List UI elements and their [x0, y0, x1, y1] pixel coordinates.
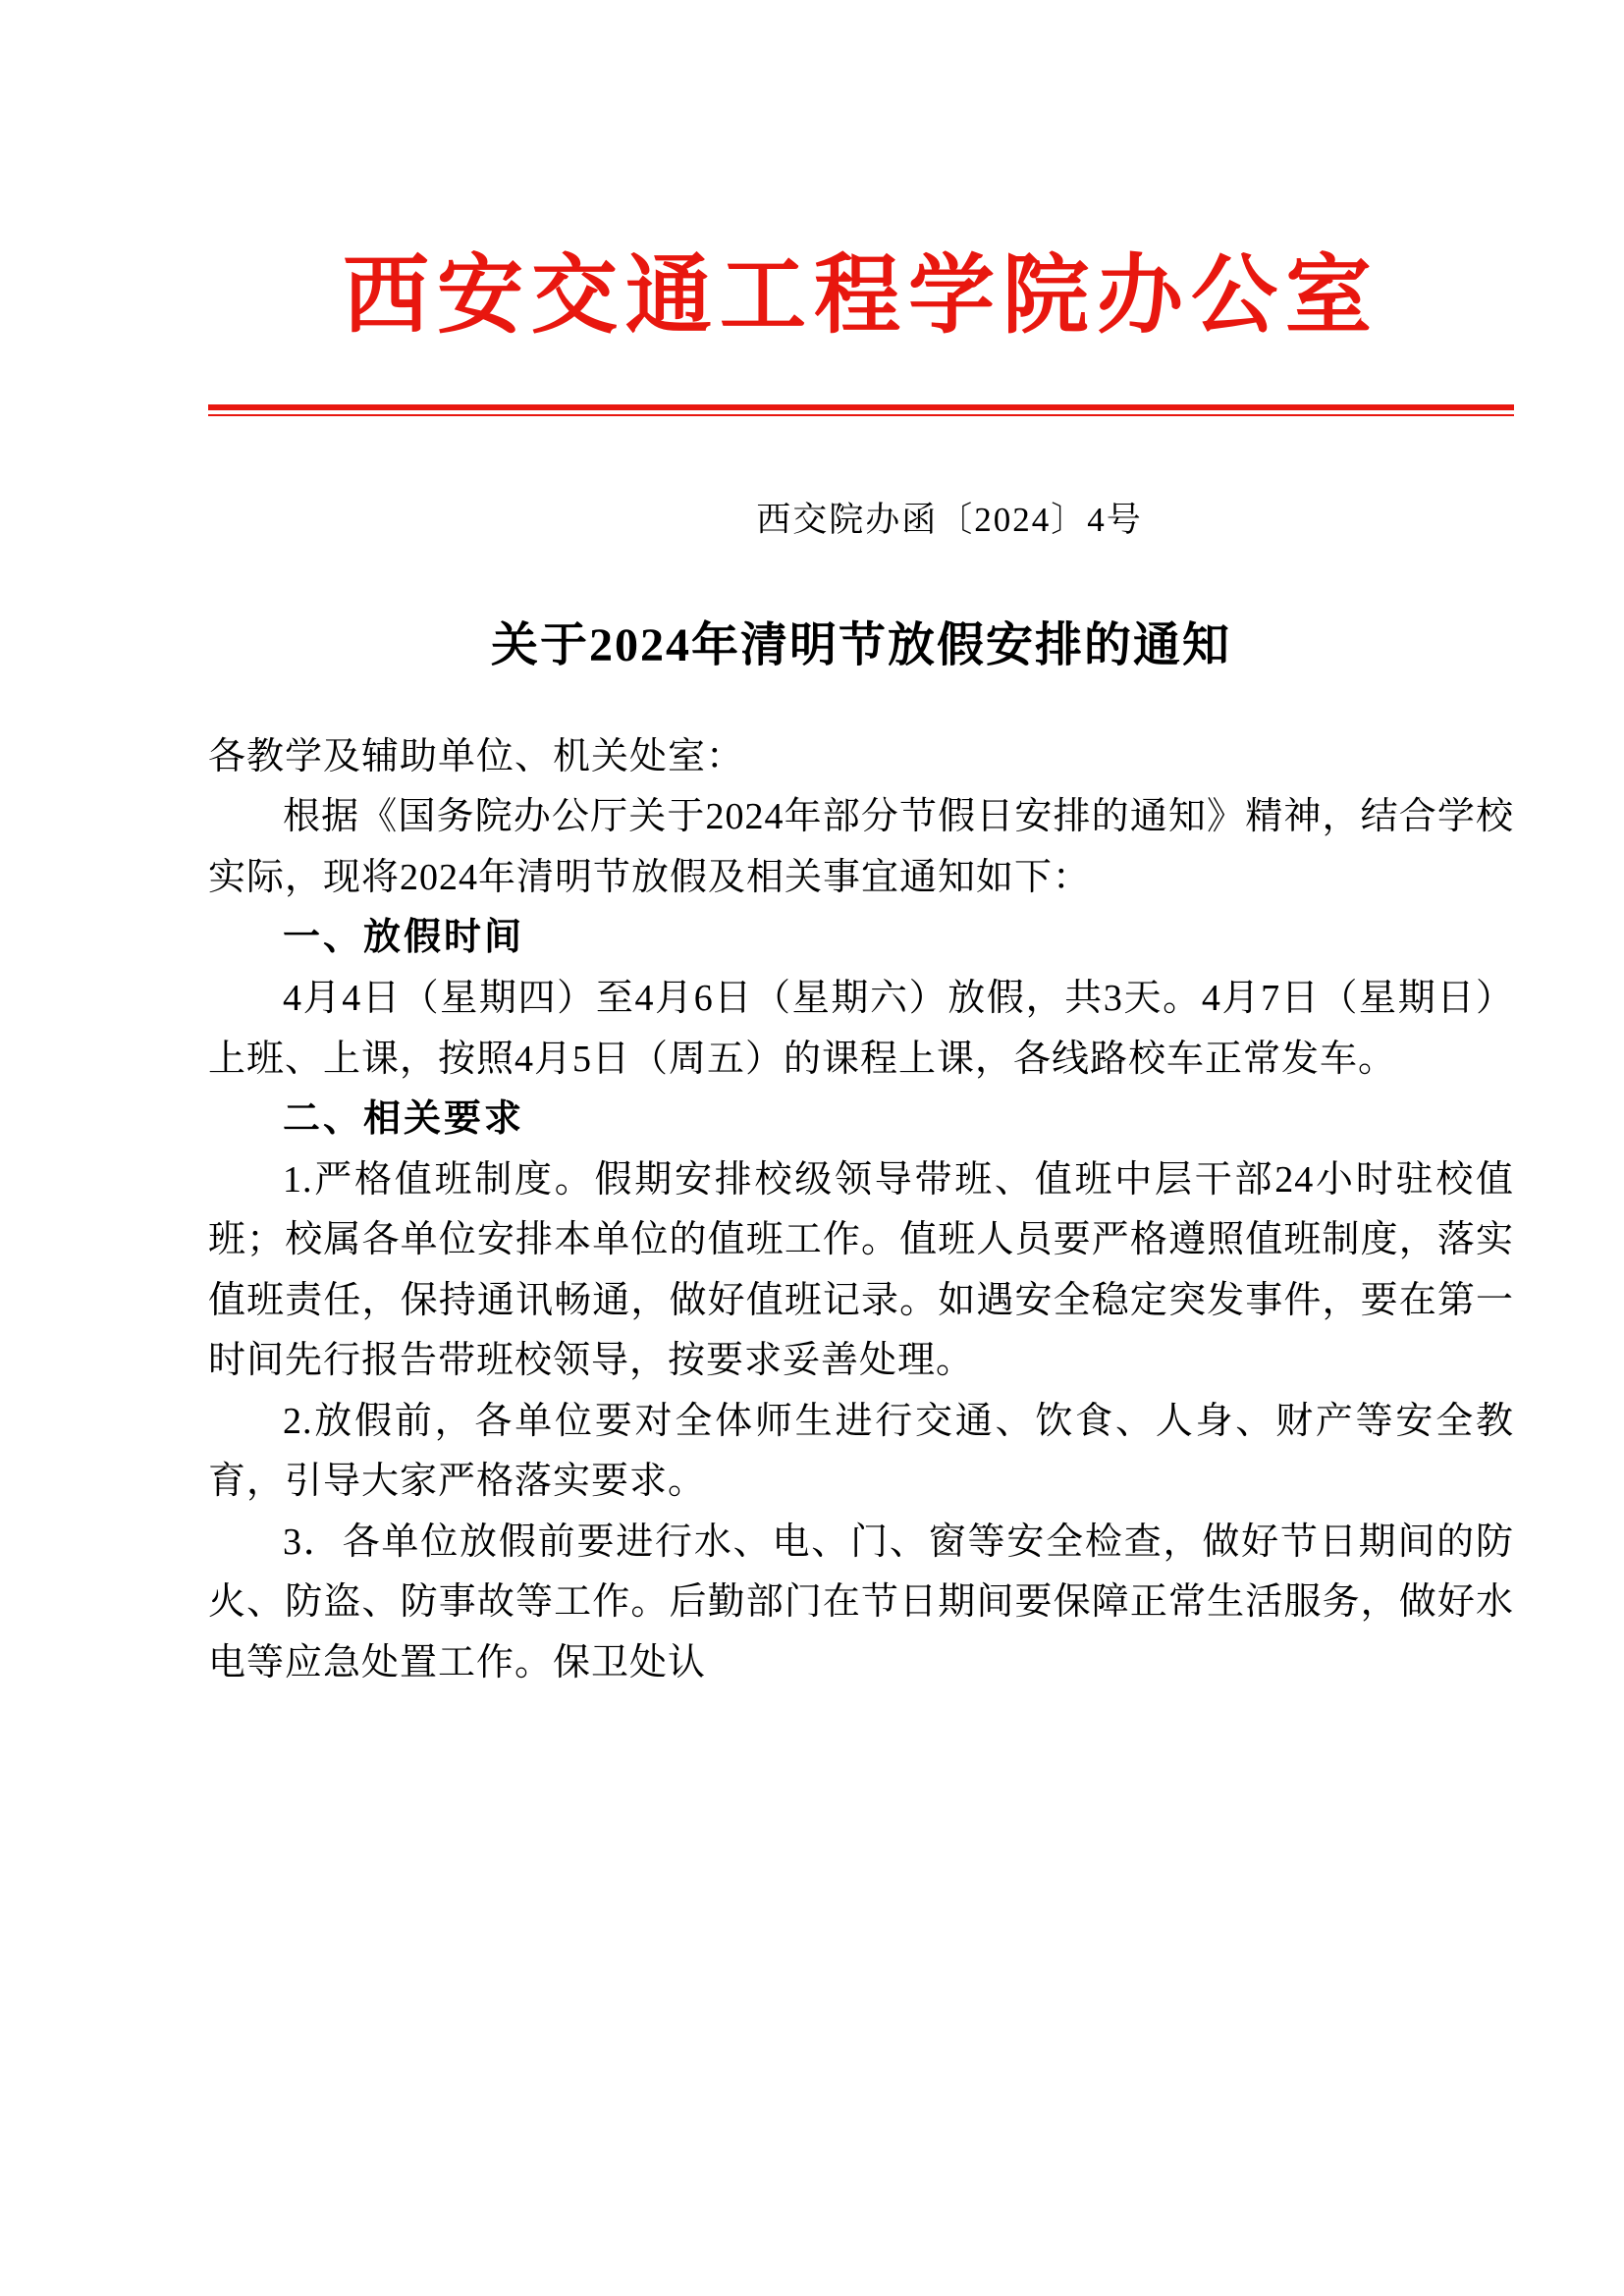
section-1-body: 4月4日（星期四）至4月6日（星期六）放假，共3天。4月7日（星期日）上班、上课，按照4月5日（周五）的课程上课，各线路校车正常发车。 [208, 977, 1514, 1080]
document-body [208, 727, 1514, 1694]
intro-paragraph: 根据《国务院办公厅关于2024年部分节假日安排的通知》精神，结合学校实际，现将2024年清明节放假及相关事宜通知如下： [208, 796, 1514, 898]
salutation: 各教学及辅助单位、机关处室： [208, 735, 745, 777]
letterhead-divider [208, 404, 1514, 416]
section-1-heading: 一、放假时间 [283, 917, 525, 959]
letterhead-title: 西安交通工程学院办公室 [342, 249, 1380, 345]
section-2-heading: 二、相关要求 [283, 1098, 525, 1141]
requirement-item-2: 2.放假前，各单位要对全体师生进行交通、饮食、人身、财产等安全教育，引导大家严格落实要求。 [208, 1400, 1514, 1503]
divider-thin-line [208, 414, 1514, 416]
divider-thick-line [208, 404, 1514, 410]
page-title: 关于2024年清明节放假安排的通知 [490, 618, 1231, 671]
requirement-item-1: 1.严格值班制度。假期安排校级领导带班、值班中层干部24小时驻校值班；校属各单位安排本单位的值班工作。值班人员要严格遵照值班制度，落实值班责任，保持通讯畅通，做好值班记录。如遇安全稳定突发事件，要在第一时间先行报告带班校领导，按要求妥善处理。 [208, 1158, 1514, 1382]
document-number: 西交院办函〔2024〕4号 [756, 500, 1143, 539]
document-content [208, 0, 1514, 1694]
requirement-item-3: 3．各单位放假前要进行水、电、门、窗等安全检查，做好节日期间的防火、防盗、防事故等工作。后勤部门在节日期间要保障正常生活服务，做好水电等应急处置工作。保卫处认 [208, 1521, 1514, 1683]
